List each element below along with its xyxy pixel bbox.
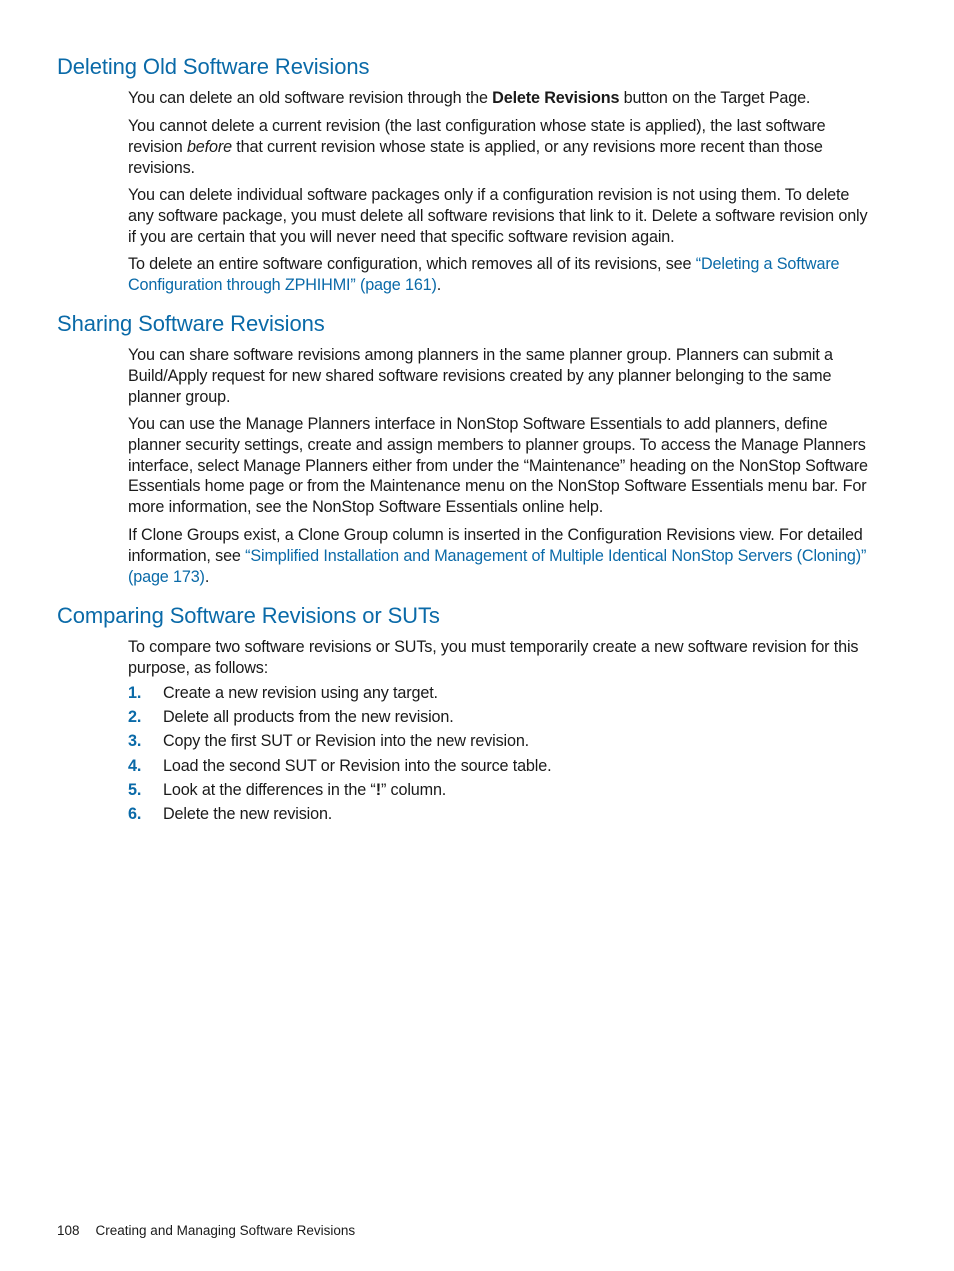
list-item: 3. Copy the first SUT or Revision into the new revision. bbox=[128, 732, 530, 751]
link-deleting-software-configuration[interactable]: “Deleting a Software Configuration through ZPHIHMI” (page 161) bbox=[128, 255, 840, 294]
paragraph-clone-groups: If Clone Groups exist, a Clone Group column is inserted in the Configuration Revisions view. For detailed information, see “Simplified Installation and Management of Multiple Identical NonStop Servers (Cloning)” (page 173). bbox=[128, 526, 867, 586]
paragraph-manage-planners: You can use the Manage Planners interface in NonStop Software Essentials to add planners, define planner security settings, create and assign members to planner groups. To access the Manage Planners interface, select Manage Planners either from under the “Maintenance” heading on the NonStop Software Essentials home page or from the Maintenance menu on the NonStop Software Essentials menu bar. For more information, see the NonStop Software Essentials online help. bbox=[128, 415, 868, 517]
paragraph-share-revisions: You can share software revisions among planners in the same planner group. Planners can submit a Build/Apply request for new shared software revisions created by any planner belonging to the same planner group. bbox=[128, 346, 833, 406]
paragraph-delete-configuration: To delete an entire software configuration, which removes all of its revisions, see “Deleting a Software Configuration through ZPHIHMI” (page 161). bbox=[128, 255, 840, 294]
paragraph-compare-intro: To compare two software revisions or SUTs, you must temporarily create a new software revision for this purpose, as follows: bbox=[128, 638, 859, 677]
list-item: 2. Delete all products from the new revision. bbox=[128, 708, 454, 727]
link-simplified-installation-cloning[interactable]: “Simplified Installation and Management of Multiple Identical NonStop Servers (Cloning)” (page 173) bbox=[128, 546, 867, 586]
list-item: 6. Delete the new revision. bbox=[128, 804, 333, 823]
list-item: 1. Create a new revision using any target. bbox=[128, 684, 438, 702]
page-number: 108 bbox=[57, 1223, 80, 1238]
paragraph-delete-packages: You can delete individual software packages only if a configuration revision is not using them. To delete any software package, you must delete all software revisions that link to it. Delete a software revision only if you are certain that you will never need that specific software revision again. bbox=[128, 186, 868, 246]
paragraph-cannot-delete-current: You cannot delete a current revision (the last configuration whose state is applied), the last software revision before that current revision whose state is applied, or any revisions more recent than those revisions. bbox=[128, 117, 826, 177]
delete-revisions-label: Delete Revisions bbox=[492, 89, 620, 107]
page-footer bbox=[57, 1222, 355, 1240]
chapter-title: Creating and Managing Software Revisions bbox=[95, 1223, 356, 1238]
paragraph-delete-revisions-button: You can delete an old software revision through the Delete Revisions button on the Target Page. bbox=[128, 89, 811, 107]
heading-sharing-software-revisions: Sharing Software Revisions bbox=[57, 311, 325, 336]
compare-steps-list bbox=[128, 682, 870, 827]
list-item: 4. Load the second SUT or Revision into the source table. bbox=[128, 756, 552, 775]
list-item: 5. Look at the differences in the “!” column. bbox=[128, 780, 447, 799]
heading-comparing-software-revisions: Comparing Software Revisions or SUTs bbox=[57, 603, 440, 628]
heading-deleting-old-software-revisions: Deleting Old Software Revisions bbox=[57, 54, 370, 79]
